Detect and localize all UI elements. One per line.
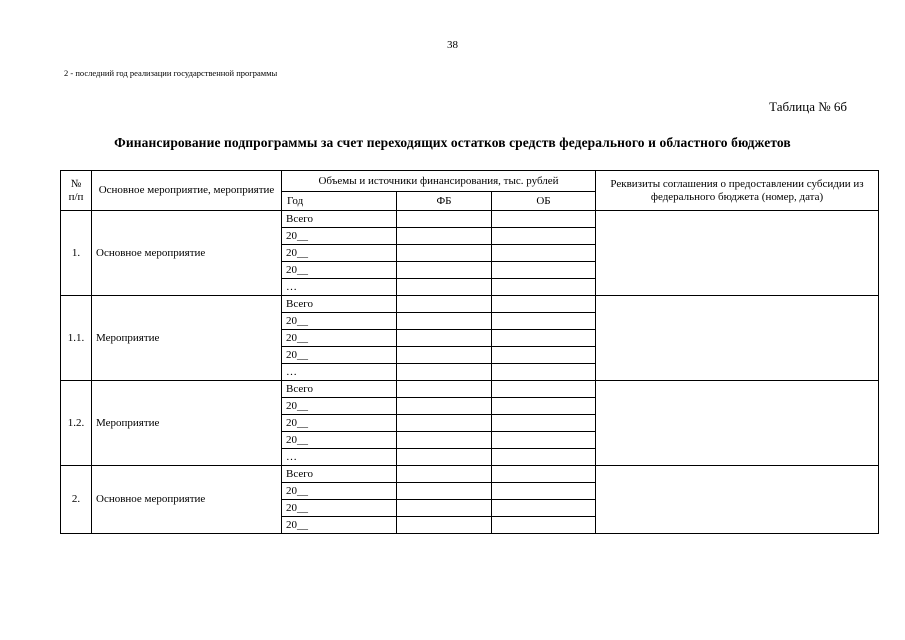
ob-cell bbox=[492, 517, 596, 534]
ob-cell bbox=[492, 211, 596, 228]
year-cell: Всего bbox=[282, 381, 397, 398]
ob-cell bbox=[492, 262, 596, 279]
year-cell: 20__ bbox=[282, 415, 397, 432]
requisites-cell bbox=[596, 211, 879, 296]
fb-cell bbox=[397, 313, 492, 330]
year-cell: 20__ bbox=[282, 262, 397, 279]
year-cell: Всего bbox=[282, 211, 397, 228]
fb-cell bbox=[397, 466, 492, 483]
col-header-requisites: Реквизиты соглашения о предоставлении субсидии из федерального бюджета (номер, дата) bbox=[596, 171, 879, 211]
table-row bbox=[61, 296, 879, 313]
row-number: 1.1. bbox=[61, 296, 92, 381]
year-cell: … bbox=[282, 449, 397, 466]
ob-cell bbox=[492, 245, 596, 262]
year-cell: 20__ bbox=[282, 313, 397, 330]
table-row bbox=[61, 381, 879, 398]
table-row bbox=[61, 211, 879, 228]
fb-cell bbox=[397, 381, 492, 398]
ob-cell bbox=[492, 449, 596, 466]
col-header-fb: ФБ bbox=[397, 192, 492, 211]
year-cell: 20__ bbox=[282, 432, 397, 449]
ob-cell bbox=[492, 500, 596, 517]
fb-cell bbox=[397, 517, 492, 534]
fb-cell bbox=[397, 330, 492, 347]
year-cell: 20__ bbox=[282, 347, 397, 364]
requisites-cell bbox=[596, 466, 879, 534]
fb-cell bbox=[397, 228, 492, 245]
ob-cell bbox=[492, 381, 596, 398]
ob-cell bbox=[492, 466, 596, 483]
fb-cell bbox=[397, 211, 492, 228]
row-number: 2. bbox=[61, 466, 92, 534]
fb-cell bbox=[397, 449, 492, 466]
document-title: Финансирование подпрограммы за счет переходящих остатков средств федерального и областного бюджетов bbox=[114, 135, 791, 150]
ob-cell bbox=[492, 364, 596, 381]
fb-cell bbox=[397, 483, 492, 500]
fb-cell bbox=[397, 296, 492, 313]
col-header-year: Год bbox=[282, 192, 397, 211]
footnote: 2 - последний год реализации государственной программы bbox=[64, 68, 278, 78]
fb-cell bbox=[397, 415, 492, 432]
requisites-cell bbox=[596, 381, 879, 466]
financing-table bbox=[60, 170, 879, 534]
table-label: Таблица № 6б bbox=[769, 99, 847, 114]
table-body bbox=[61, 211, 879, 534]
ob-cell bbox=[492, 432, 596, 449]
ob-cell bbox=[492, 415, 596, 432]
page-number: 38 bbox=[447, 39, 458, 51]
row-number: 1.2. bbox=[61, 381, 92, 466]
year-cell: Всего bbox=[282, 466, 397, 483]
table-row bbox=[61, 466, 879, 483]
ob-cell bbox=[492, 347, 596, 364]
year-cell: 20__ bbox=[282, 398, 397, 415]
fb-cell bbox=[397, 279, 492, 296]
fb-cell bbox=[397, 398, 492, 415]
ob-cell bbox=[492, 228, 596, 245]
fb-cell bbox=[397, 245, 492, 262]
ob-cell bbox=[492, 313, 596, 330]
activity-name: Основное мероприятие bbox=[92, 211, 282, 296]
fb-cell bbox=[397, 432, 492, 449]
col-header-number: № п/п bbox=[61, 171, 92, 211]
fb-cell bbox=[397, 262, 492, 279]
ob-cell bbox=[492, 330, 596, 347]
ob-cell bbox=[492, 279, 596, 296]
year-cell: 20__ bbox=[282, 245, 397, 262]
year-cell: 20__ bbox=[282, 517, 397, 534]
col-header-ob: ОБ bbox=[492, 192, 596, 211]
row-number: 1. bbox=[61, 211, 92, 296]
year-cell: … bbox=[282, 279, 397, 296]
year-cell: 20__ bbox=[282, 228, 397, 245]
ob-cell bbox=[492, 296, 596, 313]
activity-name: Основное мероприятие bbox=[92, 466, 282, 534]
requisites-cell bbox=[596, 296, 879, 381]
year-cell: 20__ bbox=[282, 500, 397, 517]
fb-cell bbox=[397, 500, 492, 517]
ob-cell bbox=[492, 398, 596, 415]
ob-cell bbox=[492, 483, 596, 500]
year-cell: Всего bbox=[282, 296, 397, 313]
year-cell: … bbox=[282, 364, 397, 381]
year-cell: 20__ bbox=[282, 483, 397, 500]
col-header-financing: Объемы и источники финансирования, тыс. рублей bbox=[282, 171, 596, 192]
activity-name: Мероприятие bbox=[92, 296, 282, 381]
fb-cell bbox=[397, 364, 492, 381]
fb-cell bbox=[397, 347, 492, 364]
year-cell: 20__ bbox=[282, 330, 397, 347]
col-header-activity: Основное мероприятие, мероприятие bbox=[92, 171, 282, 211]
activity-name: Мероприятие bbox=[92, 381, 282, 466]
